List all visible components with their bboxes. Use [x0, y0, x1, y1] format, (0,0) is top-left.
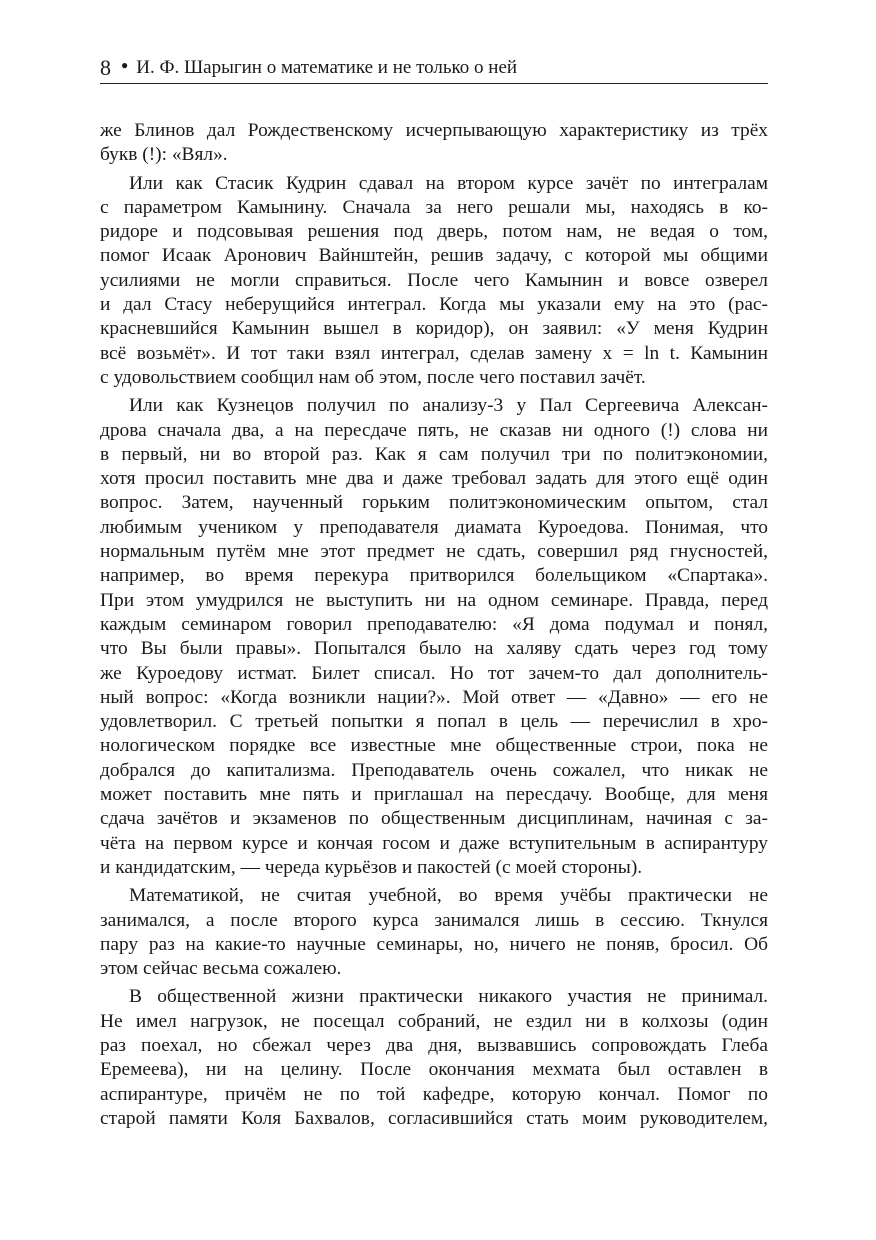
text-line: чёта на первом курсе и кончая госом и даже вступительным в аспирантуру [100, 832, 768, 854]
text-line: с параметром Камынину. Сначала за него решали мы, находясь в ко- [100, 196, 768, 218]
text-line: всё возьмёт». И тот таки взял интеграл, сделав замену x = ln t. Камынин [100, 342, 768, 364]
page-number: 8 [100, 55, 111, 80]
bullet-separator: ● [121, 58, 129, 72]
text-line: сдача зачётов и экзаменов по общественным дисциплинам, начиная с за- [100, 808, 768, 830]
paragraph [100, 119, 768, 168]
text-line: добрался до капитализма. Преподаватель очень сожалел, что никак не [100, 759, 768, 781]
text-line: Математикой, не считая учебной, во время учёбы практически не [129, 885, 768, 907]
text-line: ный вопрос: «Когда возникли нации?». Мой ответ — «Давно» — его не [100, 686, 768, 708]
text-line: удовлетворил. С третьей попытки я попал в цель — перечислил в хро- [100, 711, 768, 733]
text-line: При этом умудрился не выступить ни на одном семинаре. Правда, перед [100, 589, 768, 611]
text-line: же Блинов дал Рождественскому исчерпывающую характеристику из трёх [100, 120, 768, 141]
text-line: например, во время перекура притворился болельщиком «Спартака». [100, 565, 768, 587]
text-line: Не имел нагрузок, не посещал собраний, не ездил ни в колхозы (один [100, 1010, 768, 1032]
text-line: букв (!): «Вял». [100, 144, 228, 166]
text-line: вопрос. Затем, наученный горьким политэкономическим опытом, стал [100, 492, 768, 514]
text-line: может поставить мне пять и приглашал на пересдачу. Вообще, для меня [100, 784, 768, 806]
paragraph [100, 172, 768, 391]
text-line: занимался, а после второго курса занимался лишь в сессию. Ткнулся [100, 909, 768, 931]
text-line: пару раз на какие-то научные семинары, но, ничего не поняв, бросил. Об [100, 933, 768, 955]
text-line: же Куроедову истмат. Билет списал. Но тот зачем-то дал дополнитель- [100, 662, 768, 684]
text-line: нормальным путём мне этот предмет не сдать, совершил ряд гнусностей, [100, 541, 768, 563]
text-line: любимым учеником у преподавателя диамата Куроедова. Понимая, что [100, 516, 768, 538]
paragraph [100, 394, 768, 880]
text-line: раз поехал, но сбежал через два дня, вызвавшись сопровождать Глеба [100, 1034, 768, 1056]
text-line: с удовольствием сообщил нам об этом, после чего поставил зачёт. [100, 366, 646, 388]
text-line: нологическом порядке все известные мне общественные строи, пока не [100, 735, 768, 757]
text-line: в первый, ни во второй раз. Как я сам получил три по политэкономии, [100, 443, 768, 465]
text-line: каждым семинаром говорил преподавателю: «Я дома подумал и понял, [100, 613, 768, 635]
text-line: старой памяти Коля Бахвалов, согласившийся стать моим руководителем, [100, 1107, 768, 1129]
running-title: И. Ф. Шарыгин о математике и не только о ней [136, 57, 518, 78]
paragraph [100, 985, 768, 1131]
text-line: Еремеева), ни на целину. После окончания мехмата был оставлен в [100, 1059, 768, 1081]
text-line: что Вы были правы». Попытался было на халяву сдать через год тому [100, 638, 768, 660]
running-header [100, 54, 768, 84]
text-line: этом сейчас весьма сожалею. [100, 958, 342, 980]
text-line: аспирантуре, причём не по той кафедре, которую кончал. Помог по [100, 1083, 768, 1105]
body-text [100, 119, 768, 1135]
text-line: дрова сначала два, а на пересдаче пять, не сказав ни одного (!) слова ни [100, 419, 768, 441]
text-line: В общественной жизни практически никакого участия не принимал. [129, 986, 768, 1008]
text-line: и кандидатским, — череда курьёзов и пакостей (с моей стороны). [100, 856, 643, 878]
text-line: красневшийся Камынин вышел в коридор), он заявил: «У меня Кудрин [100, 318, 768, 340]
text-line: усилиями не могли справиться. После чего Камынин и вовсе озверел [100, 269, 768, 291]
text-line: Или как Стасик Кудрин сдавал на втором курсе зачёт по интегралам [129, 172, 768, 194]
text-line: хотя просил поставить мне два и даже требовал задать для этого ещё один [100, 468, 768, 490]
text-line: и дал Стасу неберущийся интеграл. Когда мы указали ему на это (рас- [100, 294, 768, 316]
text-line: помог Исаак Аронович Вайнштейн, решив задачу, с которой мы общими [100, 245, 768, 267]
text-line: Или как Кузнецов получил по анализу-3 у Пал Сергеевича Алексан- [129, 395, 768, 417]
paragraph [100, 884, 768, 981]
text-line: ридоре и подсовывая решения под дверь, потом нам, не ведая о том, [100, 221, 768, 243]
